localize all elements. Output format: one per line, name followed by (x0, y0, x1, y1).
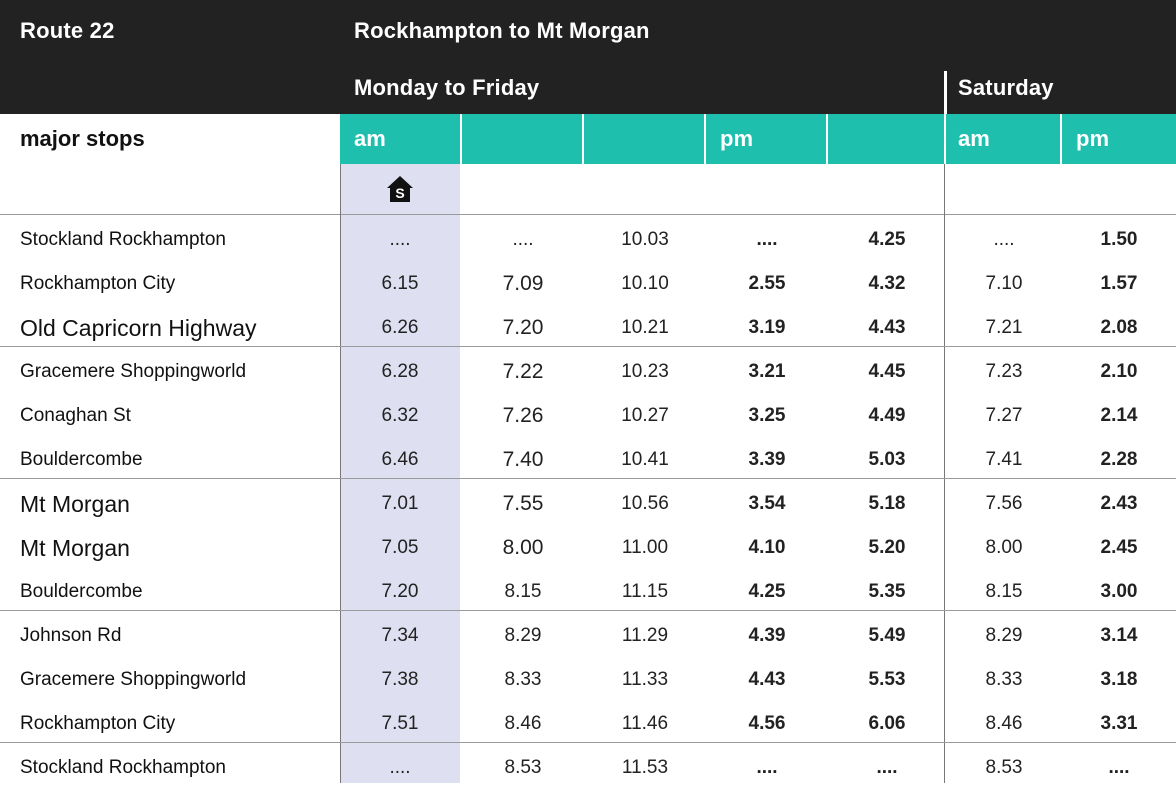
period-cell: am (946, 114, 1062, 164)
departure-time: 4.43 (748, 669, 786, 690)
departure-time: 3.14 (1100, 625, 1138, 646)
departure-time: 8.00 (502, 536, 544, 559)
timetable-row (0, 482, 1176, 526)
period-cell (828, 114, 946, 164)
departure-time: 3.18 (1100, 669, 1138, 690)
departure-time: .... (756, 229, 778, 250)
major-stops-label: major stops (0, 114, 340, 164)
service-icon-row (0, 164, 1176, 215)
departure-time: 7.23 (985, 361, 1023, 382)
stop-name: Conaghan St (20, 405, 131, 426)
period-cell (462, 114, 584, 164)
departure-time: 2.43 (1100, 493, 1138, 514)
stop-name: Stockland Rockhampton (20, 229, 226, 250)
departure-time: 7.41 (985, 449, 1023, 470)
departure-time: 8.46 (985, 713, 1023, 734)
stop-name: Gracemere Shoppingworld (20, 669, 247, 690)
title-bar (0, 0, 1176, 61)
timetable-row (0, 614, 1176, 658)
stop-name: Bouldercombe (20, 449, 143, 470)
departure-time: 8.33 (985, 669, 1023, 690)
departure-time: 8.29 (504, 625, 542, 646)
departure-time: 2.08 (1100, 317, 1138, 338)
departure-time: 7.10 (985, 273, 1023, 294)
departure-time: 7.20 (502, 316, 544, 339)
departure-time: 5.18 (868, 493, 906, 514)
departure-time: 11.33 (621, 669, 669, 690)
timetable-row (0, 394, 1176, 438)
departure-time: .... (389, 757, 411, 778)
departure-time: 10.56 (621, 493, 669, 514)
departure-time: 4.45 (868, 361, 906, 382)
monfri-label: Monday to Friday (354, 74, 540, 100)
stop-name: Mt Morgan (20, 534, 130, 561)
departure-time: 11.53 (621, 757, 669, 778)
departure-time: 4.56 (748, 713, 786, 734)
timetable-row (0, 350, 1176, 394)
departure-time: 4.49 (868, 405, 906, 426)
route-label: Route 22 (20, 17, 115, 43)
departure-time: 3.54 (748, 493, 786, 514)
departure-time: 4.25 (868, 229, 906, 250)
departure-time: 7.22 (502, 360, 544, 383)
departure-time: 6.28 (381, 361, 419, 382)
departure-time: 3.25 (748, 405, 786, 426)
timetable-row (0, 218, 1176, 262)
day-divider (944, 71, 947, 114)
departure-time: 8.53 (504, 757, 542, 778)
departure-time: 10.41 (621, 449, 669, 470)
departure-time: 10.10 (621, 273, 669, 294)
period-cell: am (340, 114, 462, 164)
departure-time: 3.19 (748, 317, 786, 338)
period-cell: pm (706, 114, 828, 164)
departure-time: 4.32 (868, 273, 906, 294)
period-header (0, 114, 1176, 164)
departure-time: 7.55 (502, 492, 544, 515)
stop-name: Mt Morgan (20, 490, 130, 517)
departure-time: 1.57 (1100, 273, 1138, 294)
departure-time: 10.03 (621, 229, 669, 250)
departure-time: 8.33 (504, 669, 542, 690)
departure-time: 8.15 (504, 581, 542, 602)
departure-time: 10.27 (621, 405, 669, 426)
departure-time: 5.53 (868, 669, 906, 690)
departure-time: 2.55 (748, 273, 786, 294)
timetable-row (0, 262, 1176, 306)
departure-time: 6.15 (381, 273, 419, 294)
departure-time: 5.35 (868, 581, 906, 602)
stop-name: Stockland Rockhampton (20, 757, 226, 778)
departure-time: 7.21 (985, 317, 1023, 338)
departure-time: 11.29 (621, 625, 669, 646)
period-cell (584, 114, 706, 164)
timetable-row (0, 702, 1176, 746)
timetable-row (0, 746, 1176, 790)
departure-time: 5.49 (868, 625, 906, 646)
departure-time: 7.05 (381, 537, 419, 558)
period-cell: pm (1062, 114, 1176, 164)
departure-time: .... (993, 229, 1015, 250)
departure-time: 8.46 (504, 713, 542, 734)
departure-time: 10.23 (621, 361, 669, 382)
timetable-row (0, 438, 1176, 482)
stop-name: Old Capricorn Highway (20, 314, 257, 341)
departure-time: 1.50 (1100, 229, 1138, 250)
departure-time: 7.01 (381, 493, 419, 514)
departure-time: 11.46 (621, 713, 669, 734)
departure-time: 6.32 (381, 405, 419, 426)
school-bus-icon (386, 175, 414, 203)
departure-time: 3.21 (748, 361, 786, 382)
stop-name: Rockhampton City (20, 273, 176, 294)
stop-name: Rockhampton City (20, 713, 176, 734)
departure-time: 3.31 (1100, 713, 1138, 734)
departure-time: 7.09 (502, 272, 544, 295)
timetable-row (0, 526, 1176, 570)
departure-time: 8.29 (985, 625, 1023, 646)
departure-time: 4.10 (748, 537, 786, 558)
departure-time: 8.00 (985, 537, 1023, 558)
svg-text:S: S (395, 185, 405, 201)
departure-time: 7.26 (502, 404, 544, 427)
departure-time: 5.03 (868, 449, 906, 470)
departure-time: 11.15 (621, 581, 669, 602)
departure-time: 11.00 (621, 537, 669, 558)
departure-time: 4.39 (748, 625, 786, 646)
departure-time: 7.34 (381, 625, 419, 646)
stop-name: Johnson Rd (20, 625, 122, 646)
day-header (0, 61, 1176, 114)
departure-time: 7.51 (381, 713, 419, 734)
route-title: Rockhampton to Mt Morgan (354, 17, 650, 43)
timetable-row (0, 570, 1176, 614)
departure-time: 8.53 (985, 757, 1023, 778)
departure-time: 3.39 (748, 449, 786, 470)
stop-name: Gracemere Shoppingworld (20, 361, 247, 382)
departure-time: .... (876, 757, 898, 778)
departure-time: .... (389, 229, 411, 250)
departure-time: 2.28 (1100, 449, 1138, 470)
departure-time: 10.21 (621, 317, 669, 338)
departure-time: 7.20 (381, 581, 419, 602)
departure-time: 3.00 (1100, 581, 1138, 602)
departure-time: .... (756, 757, 778, 778)
departure-time: 5.20 (868, 537, 906, 558)
saturday-label: Saturday (958, 74, 1054, 100)
departure-time: .... (1108, 757, 1130, 778)
departure-time: 7.56 (985, 493, 1023, 514)
departure-time: 4.25 (748, 581, 786, 602)
departure-time: 6.06 (868, 713, 906, 734)
stop-name: Bouldercombe (20, 581, 143, 602)
departure-time: 2.14 (1100, 405, 1138, 426)
timetable-row (0, 658, 1176, 702)
departure-time: .... (512, 229, 534, 250)
departure-time: 7.40 (502, 448, 544, 471)
timetable-row (0, 306, 1176, 350)
departure-time: 8.15 (985, 581, 1023, 602)
departure-time: 2.45 (1100, 537, 1138, 558)
departure-time: 4.43 (868, 317, 906, 338)
departure-time: 7.38 (381, 669, 419, 690)
departure-time: 6.46 (381, 449, 419, 470)
departure-time: 2.10 (1100, 361, 1138, 382)
departure-time: 7.27 (985, 405, 1023, 426)
departure-time: 6.26 (381, 317, 419, 338)
